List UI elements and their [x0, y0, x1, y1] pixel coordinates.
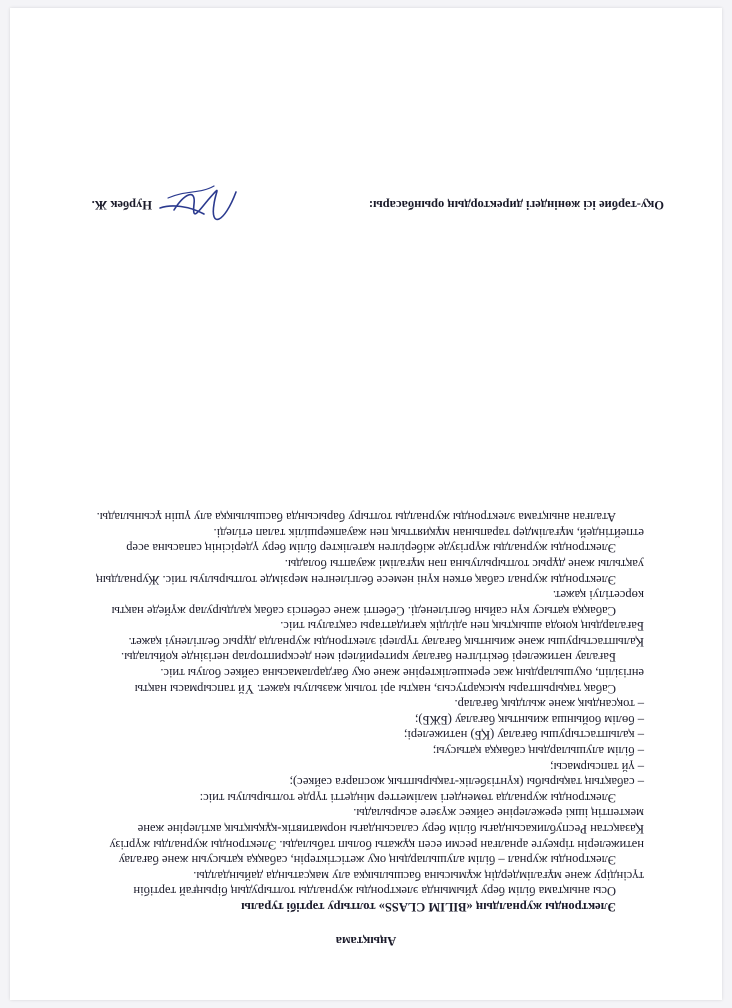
- document-page: [10, 8, 722, 1000]
- signer-name: Нурбек Ж.: [91, 198, 152, 212]
- list-item: – тоқсандық және жылдық бағалар.: [454, 697, 644, 712]
- paragraph-2: Электронды журнал – білім алушылардың оқу жетістіктерін, сабаққа қатысуын және бағалау нәтижелерін тіркеуге арналған ресми есеп құжаты болып табылады. Электронды журналды жүргізу Қазақстан Республикасындағы білім беру саласындағы нормативтік-құқықтық актілеріне және мектептің ішкі ережелеріне сәйкес жүзеге асырылады.: [109, 806, 644, 868]
- rotated-content: [10, 8, 722, 1000]
- list-item: – білім алушылардың сабаққа қатысуы;: [432, 744, 644, 759]
- paragraph-6: Сабаққа қатысу күн сайын белгіленеді. Себепті және себепсіз сабақ қалдырулар жүйеде нақты көрсетілуі қажет.: [111, 588, 644, 618]
- list-item: – бөлім бойынша жиынтық бағалау (БЖБ);: [414, 712, 644, 727]
- paragraph-7: Электронды журнал сабақ өткен күні немесе белгіленген мерзімде толтырылуы тиіс. Журналдың уақтылы және дұрыс толтырылуына пән мұғалімі жауапты болады.: [96, 556, 644, 587]
- paragraph-3: Электронды журналда төмендегі мәліметтер міндетті түрде толтырылуы тиіс:: [199, 790, 616, 805]
- paragraph-8: Электронды журналды жүргізуде жіберілген қателіктер білім беру үдерісінің сапасына әсер етпейтіндей, мұғалімдер тарапынан мұқияттық пен жауапкершілік талап етіледі.: [126, 525, 644, 556]
- document-body: [84, 509, 644, 914]
- signer-title: Оқу-тәрбие ісі жөніндегі директордың орынбасары:: [368, 198, 664, 212]
- signature-block: [64, 170, 664, 230]
- paragraph-5: Бағалау нәтижелері бекітілген бағалау критерийлері мен дескрипторлар негізінде қойылады. Қалыптастырушы және жиынтық бағалау түрлері электронды журналда дұрыс белгіленуі қажет. Бағалардың қоюда ашықтық пен әділдік қағидаттары сақталуы тиіс.: [121, 619, 644, 665]
- list-item: – қалыптастырушы бағалау (ҚБ) нәтижелері;: [403, 728, 644, 743]
- list-item: – үй тапсырмасы;: [550, 759, 644, 774]
- paragraph-1: Осы анықтама білім беру ұйымында электронды журналды толтырудың бірыңғай тәртібін түсіндіру және мұғалімдердің жұмысына басшылықка алу мақсатында дайындалды.: [133, 868, 644, 899]
- paragraph-4: Сабақ тақырыптары қысқартусыз, нақты әрі толық жазылуы қажет. Үй тапсырмасы нақты енгізіліп, оқушылардың жас ерекшеліктеріне және оқу бағдарламасына сәйкес болуы тиіс.: [134, 666, 644, 696]
- paragraph-9: Аталған анықтама электронды журналды толтыру барысында басшылыққа алу үшін ұсынылады.: [96, 510, 616, 525]
- intro-heading: Электронды журналдың «BILIM CLASS» толтыру тәртібі туралы: [241, 900, 616, 914]
- handwritten-signature-icon: [154, 174, 244, 234]
- list-item: – сабақтың тақырыбы (күнтізбелік-тақырыптық жоспарға сәйкес);: [289, 775, 644, 790]
- document-title: Аңықтама: [335, 934, 397, 948]
